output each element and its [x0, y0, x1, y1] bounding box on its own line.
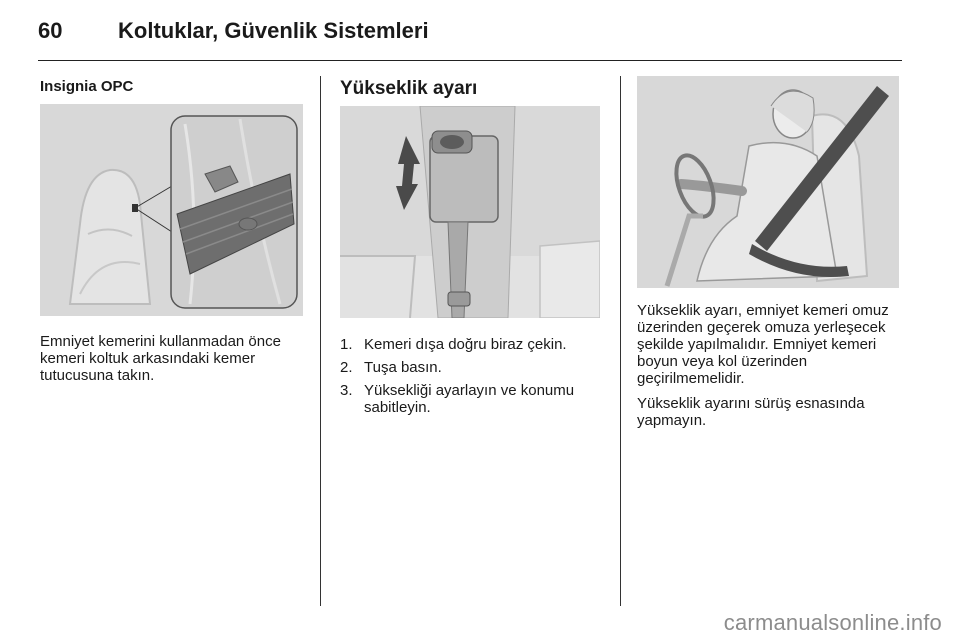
step-text: Yüksekliği ayarlayın ve konumu sabitleyin.	[364, 382, 575, 416]
step-item	[340, 359, 605, 376]
step-number: 2.	[340, 359, 353, 376]
adjustment-warning-paragraph: Yükseklik ayarı, emniyet kemeri omuz üzerinden geçerek omuza yerleşecek şekilde yapılmalıdır. Emniyet kemeri boyun veya kol üzerinden geçirilmemelidir.	[637, 302, 889, 387]
driver-seatbelt-figure	[637, 76, 899, 288]
right-body-text	[637, 302, 899, 437]
step-text: Tuşa basın.	[364, 359, 442, 376]
watermark: carmanualsonline.info	[723, 610, 942, 635]
driving-warning-paragraph: Yükseklik ayarını sürüş esnasında yapmayın.	[637, 395, 865, 429]
seat-belt-holder-figure	[40, 104, 303, 316]
step-item	[340, 336, 605, 353]
seat-belt-holder-illustration-icon	[40, 104, 303, 316]
step-number: 3.	[340, 382, 353, 399]
belt-height-adjuster-figure	[340, 106, 600, 318]
belt-holder-paragraph: Emniyet kemerini kullanmadan önce kemeri koltuk arkasındaki kemer tutucusuna takın.	[40, 333, 281, 384]
belt-height-adjuster-illustration-icon	[340, 106, 600, 318]
step-item	[340, 382, 605, 416]
page-number: 60	[38, 18, 63, 43]
left-body-text	[40, 333, 305, 392]
column-divider-right	[620, 76, 621, 606]
header-divider	[38, 60, 902, 61]
chapter-title: Koltuklar, Güvenlik Sistemleri	[118, 18, 429, 43]
section-heading: Yükseklik ayarı	[340, 78, 478, 99]
column-divider-left	[320, 76, 321, 606]
adjustment-steps	[340, 336, 605, 422]
step-text: Kemeri dışa doğru biraz çekin.	[364, 336, 567, 353]
section-label: Insignia OPC	[40, 78, 134, 95]
driver-wearing-seatbelt-illustration-icon	[637, 76, 899, 288]
page-header	[38, 16, 902, 56]
step-number: 1.	[340, 336, 353, 353]
